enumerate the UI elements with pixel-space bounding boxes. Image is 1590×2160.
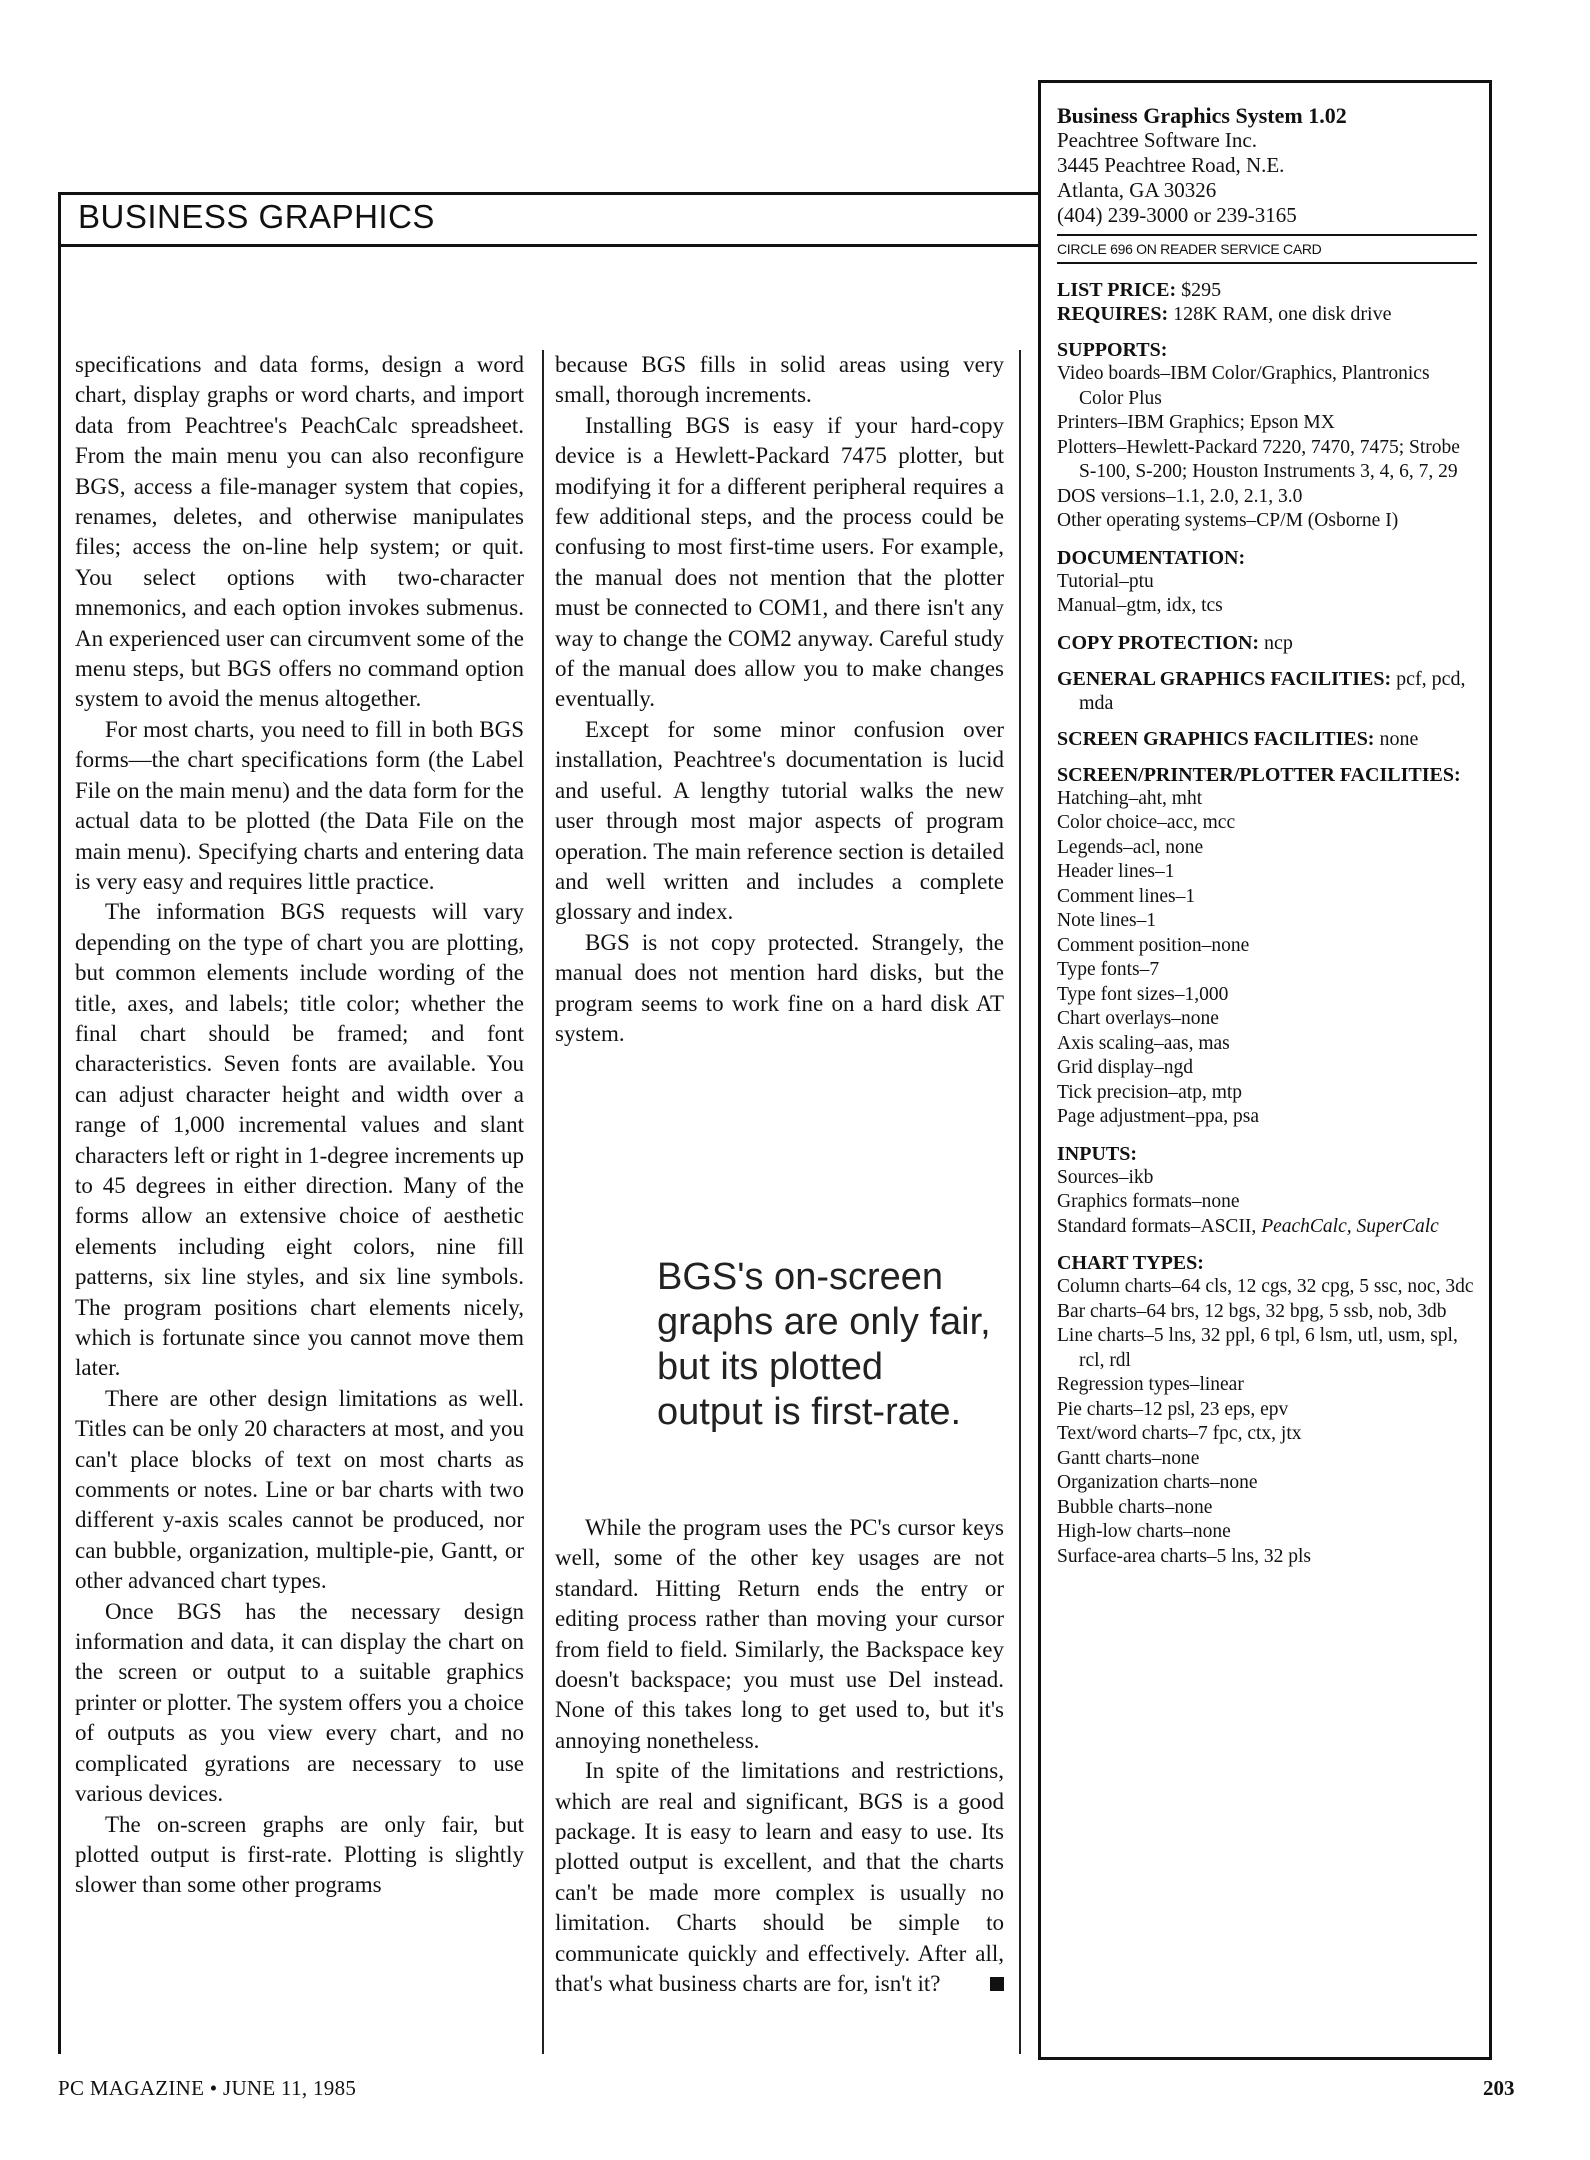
copy-protection (1057, 631, 1477, 655)
spec-item: Surface-area charts–5 lns, 32 pls (1057, 1545, 1311, 1567)
spec-text-italic: PeachCalc, SuperCalc (1261, 1215, 1439, 1237)
section-title: BUSINESS GRAPHICS (78, 198, 435, 235)
page-number: 203 (1483, 2076, 1515, 2100)
label: GENERAL GRAPHICS FACILITIES: (1057, 667, 1392, 690)
spec-item: Column charts–64 cls, 12 cgs, 32 cpg, 5 ssc, noc, 3dc (1057, 1276, 1474, 1297)
spec-item: Plotters–Hewlett-Packard 7220, 7470, 7475; Strobe S-100, S-200; Houston Instruments 3, 4, 6, 7, 29 (1057, 436, 1460, 482)
address-line: (404) 239-3000 or 239-3165 (1057, 203, 1297, 227)
frame-left-rule (58, 192, 61, 2054)
spec-item: Legends–acl, none (1057, 836, 1204, 858)
supports-heading: SUPPORTS: (1057, 339, 1168, 361)
column-rule-left (542, 350, 544, 2054)
label: LIST PRICE: (1057, 279, 1177, 301)
spec-item: Grid display–ngd (1057, 1057, 1193, 1078)
address-line: 3445 Peachtree Road, N.E. (1057, 153, 1285, 177)
spec-item: Text/word charts–7 fpc, ctx, jtx (1057, 1423, 1302, 1444)
spec-item: Type fonts–7 (1057, 959, 1160, 980)
paragraph (555, 1756, 1004, 1999)
spec-item: Video boards–IBM Color/Graphics, Plantronics Color Plus (1057, 363, 1430, 409)
spec-item: Sources–ikb (1057, 1166, 1154, 1188)
spec-item: Comment position–none (1057, 934, 1250, 956)
sidebar-rule (1057, 262, 1477, 264)
paragraph: because BGS fills in solid areas using very small, thorough increments. (555, 352, 1004, 408)
pull-quote: BGS's on-screen graphs are only fair, but its plotted output is first-rate. (657, 1256, 991, 1433)
spec-item: Header lines–1 (1057, 861, 1175, 882)
general-graphics-facilities (1057, 667, 1477, 715)
paragraph: While the program uses the PC's cursor keys well, some of the other key usages are not standard. Hitting Return ends the entry or editing process rather than moving your cursor from field to field. Similarly, the Backspace key doesn't backspace; you must use Del instead. None of this takes long to get used to, but it's annoying nonetheless. (555, 1515, 1004, 1753)
spec-text: Standard formats–ASCII, (1057, 1215, 1262, 1237)
spec-item: Type font sizes–1,000 (1057, 983, 1229, 1005)
spec-item: Pie charts–12 psl, 23 eps, epv (1057, 1398, 1289, 1420)
end-of-article-mark (990, 1977, 1004, 1991)
article-column-left (75, 350, 524, 1901)
paragraph: Installing BGS is easy if your hard-copy device is a Hewlett-Packard 7475 plotter, but modifying it for a different peripheral requires a few additional steps, and the process could be confusing to most first-time users. For example, the manual does not mention that the plotter must be connected to COM1, and there isn't any way to change the COM2 anyway. Careful study of the manual does allow you to make changes eventually. (555, 412, 1004, 712)
spec-item: Graphics formats–none (1057, 1191, 1240, 1212)
article-column-middle-bottom (555, 1513, 1004, 2000)
paragraph: BGS is not copy protected. Strangely, the manual does not mention hard disks, but the program seems to work fine on a hard disk AT system. (555, 929, 1004, 1046)
header-rule-bottom (58, 244, 1039, 247)
spec-item: Other operating systems–CP/M (Osborne I) (1057, 510, 1399, 531)
screen-printer-plotter-heading: SCREEN/PRINTER/PLOTTER FACILITIES: (1057, 763, 1461, 786)
value: none (1379, 727, 1419, 750)
label: REQUIRES: (1057, 303, 1169, 325)
spec-item: Bar charts–64 brs, 12 bgs, 32 bpg, 5 ssb, nob, 3db (1057, 1300, 1447, 1322)
magazine-footer: PC MAGAZINE • JUNE 11, 1985 (58, 2076, 357, 2100)
spec-item: Bubble charts–none (1057, 1496, 1213, 1518)
spec-item: Gantt charts–none (1057, 1447, 1200, 1469)
documentation-heading: DOCUMENTATION: (1057, 546, 1246, 569)
spec-item: Tutorial–ptu (1057, 570, 1154, 592)
spec-item: Chart overlays–none (1057, 1008, 1219, 1029)
product-info-sidebar (1038, 80, 1492, 2060)
requirements (1057, 302, 1477, 326)
spec-item: Page adjustment–ppa, psa (1057, 1106, 1259, 1127)
value: 128K RAM, one disk drive (1173, 303, 1392, 325)
spec-item: Tick precision–atp, mtp (1057, 1081, 1243, 1103)
article-column-middle-top (555, 350, 1004, 1049)
spec-item: High-low charts–none (1057, 1521, 1231, 1542)
chart-types-heading: CHART TYPES: (1057, 1252, 1204, 1274)
spec-item: Regression types–linear (1057, 1374, 1244, 1395)
spec-item: Hatching–aht, mht (1057, 787, 1203, 809)
spec-item: Manual–gtm, idx, tcs (1057, 595, 1223, 616)
spec-item: Color choice–acc, mcc (1057, 812, 1236, 833)
address-line: Peachtree Software Inc. (1057, 128, 1257, 152)
spec-item: Axis scaling–aas, mas (1057, 1032, 1230, 1054)
spec-item: Organization charts–none (1057, 1472, 1258, 1493)
spec-item: Note lines–1 (1057, 910, 1157, 931)
reader-service-note: CIRCLE 696 ON READER SERVICE CARD (1057, 241, 1322, 257)
paragraph: There are other design limitations as well. Titles can be only 20 characters at most, and you can't place blocks of text on most charts as comments or notes. Line or bar charts with two different y-axis scales cannot be produced, nor can bubble, organization, multiple-pie, Gantt, or other advanced chart types. (75, 1385, 524, 1594)
address-line: Atlanta, GA 30326 (1057, 178, 1217, 202)
paragraph: specifications and data forms, design a word chart, display graphs or word charts, and import data from Peachtree's PeachCalc spreadsheet. From the main menu you can also reconfigure BGS, access a file-manager system that copies, renames, deletes, and otherwise manipulates files; access the on-line help system; or quit. You select options with two-character mnemonics, and each option invokes submenus. An experienced user can circumvent some of the menu steps, but BGS offers no command option system to avoid the menus altogether. (75, 352, 524, 712)
value: $295 (1181, 279, 1222, 301)
value: ncp (1264, 631, 1293, 654)
inputs-heading: INPUTS: (1057, 1142, 1138, 1165)
spec-item: DOS versions–1.1, 2.0, 2.1, 3.0 (1057, 485, 1303, 507)
spec-item: Line charts–5 lns, 32 ppl, 6 tpl, 6 lsm, utl, usm, spl, rcl, rdl (1057, 1325, 1458, 1371)
vendor-address (1057, 128, 1477, 228)
value: pcf, pcd, mda (1079, 667, 1466, 714)
screen-graphics-facilities (1057, 727, 1477, 751)
label: SCREEN GRAPHICS FACILITIES: (1057, 727, 1375, 750)
product-name: Business Graphics System 1.02 (1057, 103, 1347, 128)
paragraph: Except for some minor confusion over installation, Peachtree's documentation is lucid and useful. A lengthy tutorial walks the new user through most major aspects of program operation. The main reference section is detailed and well written and includes a complete glossary and index. (555, 716, 1004, 925)
paragraph: Once BGS has the necessary design information and data, it can display the chart on the screen or output to a suitable graphics printer or plotter. The system offers you a choice of outputs as you view every chart, and no complicated gyrations are necessary to use various devices. (75, 1598, 524, 1807)
paragraph: The information BGS requests will vary depending on the type of chart you are plotting, but common elements include wording of the title, axes, and labels; title color; whether the final chart should be framed; and font characteristics. Seven fonts are available. You can adjust character height and width over a range of 1,000 incremental values and slant characters left or right in 1-degree increments up to 45 degrees in either direction. Many of the forms allow an extensive choice of aesthetic elements including eight colors, nine fill patterns, six line styles, and six line symbols. The program positions chart elements nicely, which is fortunate since you cannot move them later. (75, 899, 524, 1381)
label: COPY PROTECTION: (1057, 631, 1260, 654)
spec-item: Printers–IBM Graphics; Epson MX (1057, 412, 1335, 433)
column-rule-right (1019, 350, 1021, 2054)
spec-item: Comment lines–1 (1057, 885, 1196, 907)
paragraph: For most charts, you need to fill in both BGS forms—the chart specifications form (the Label File on the main menu) and the data form for the actual data to be plotted (the Data File on the main menu). Specifying charts and entering data is very easy and requires little practice. (75, 716, 524, 894)
paragraph: The on-screen graphs are only fair, but plotted output is first-rate. Plotting is slightly slower than some other programs (75, 1811, 524, 1898)
spec-item (1057, 1215, 1477, 1240)
list-price (1057, 278, 1477, 302)
paragraph-text: In spite of the limitations and restrictions, which are real and significant, BGS is a good package. It is easy to learn and easy to use. Its plotted output is excellent, and that the charts can't be made more complex is usually no limitation. Charts should be simple to communicate quickly and effectively. After all, that's what business charts are for, isn't it? (555, 1758, 1004, 1997)
